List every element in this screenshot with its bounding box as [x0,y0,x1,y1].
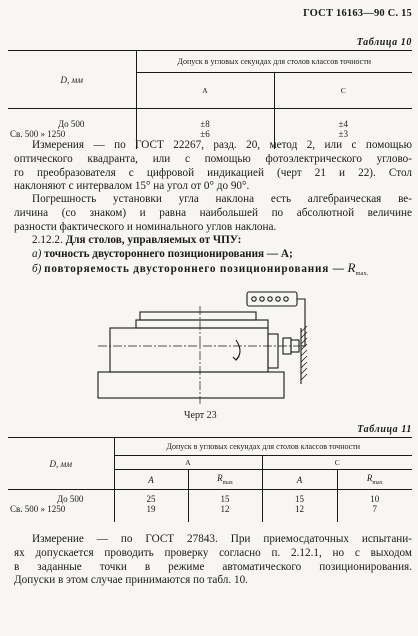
table-10-caption: Таблица 10 [356,37,412,48]
table-cell: 19 [114,504,188,516]
drawing-fig-23 [0,276,418,416]
table-11-rowhead: D, мм [8,438,114,490]
table-10-grouphead: Допуск в угловых секундах для столов классов точности [136,51,412,73]
table-cell: 25 [114,490,188,504]
table-row-label: Св. 500 » 1250 [8,129,136,141]
indicator-dot [268,297,272,301]
paragraph-measurement: Измерения — по ГОСТ 22267, разд. 20, метод 2, или с помощью [32,139,412,151]
table-11 [8,437,412,522]
section-2-12-2: 2.12.2. Для столов, управляемых от ЧПУ: [32,234,242,246]
indicator-dot [252,297,256,301]
section-title: Для столов, управляемых от ЧПУ: [65,234,242,246]
indicator-dot [276,297,280,301]
table-11-sub-rmax: $R_{max}$ [188,470,262,490]
table-11-class-c: C [262,456,412,470]
paragraph-acceptance: Измерение — по ГОСТ 27843. При приемосдаточных испытани- [32,533,412,545]
table-plate [140,312,256,320]
table-cell: ±4 [338,118,348,129]
center-lines [98,306,300,404]
table-11-caption: Таблица 11 [357,424,412,435]
table-cell: 15 [188,490,262,504]
table-10-col-c: C [274,73,412,109]
table-10-col-a: A [136,73,274,109]
table-cell: 12 [262,504,337,516]
rotary-table [110,328,268,372]
table-cell: 7 [372,503,377,514]
table-11-sub-a: A [262,470,337,490]
table-cell: ±3 [338,128,348,139]
table-base [98,372,284,398]
table-11-sub-a: A [114,470,188,490]
list-item-a: а) точность двустороннего позиционирования — A; [32,248,293,260]
table-cell: ±6 [136,129,274,141]
paragraph-error-cont: личина (со знаком) и равна наибольшей по абсолютной величине разности фактического и номинального углов наклона. [14,207,412,233]
page-header: ГОСТ 16163—90 С. 15 [303,8,412,19]
list-item-b: б) повторяемость двустороннего позиционирования — $R_{max.}$ [32,260,369,278]
table-10-rowhead: D, мм [8,51,136,109]
paragraph-measurement-cont: оптического квадранта, или с помощью фотоэлектрического углово- го преобразователя с цифровой индикацией (черт 21 и 22). Стол наклоняют с интервалом 15° на угол от 0° до 90°. [14,153,412,193]
paragraph-acceptance-cont: ях допускается проводить проверку согласно п. 2.12.1, но с выходом в заданные точки в режиме автоматического позиционирования. Допуски в этом случае принимаются по табл. 10. [14,547,412,587]
table-11-class-a: A [114,456,262,470]
indicator-dot [260,297,264,301]
table-11-sub-rmax: $R_{max}$ [337,470,412,490]
table-row-label: До 500 [8,490,114,504]
table-cell: 12 [188,504,262,516]
table-cell: 10 [370,493,380,504]
side-block [268,334,278,368]
table-top [136,320,268,328]
table-cell: 15 [262,490,337,504]
stand-hatching [301,326,307,380]
indicator-dot [284,297,288,301]
paragraph-error: Погрешность установки угла наклона есть алгебраическая ве- [32,193,412,205]
table-11-grouphead: Допуск в угловых секундах для столов классов точности [114,438,412,456]
table-cell: ±8 [136,109,274,129]
table-row-label: До 500 [8,109,136,129]
table-10 [8,50,412,149]
figure-caption: Черт 23 [184,410,217,421]
table-row-label: Св. 500 » 1250 [8,504,114,516]
